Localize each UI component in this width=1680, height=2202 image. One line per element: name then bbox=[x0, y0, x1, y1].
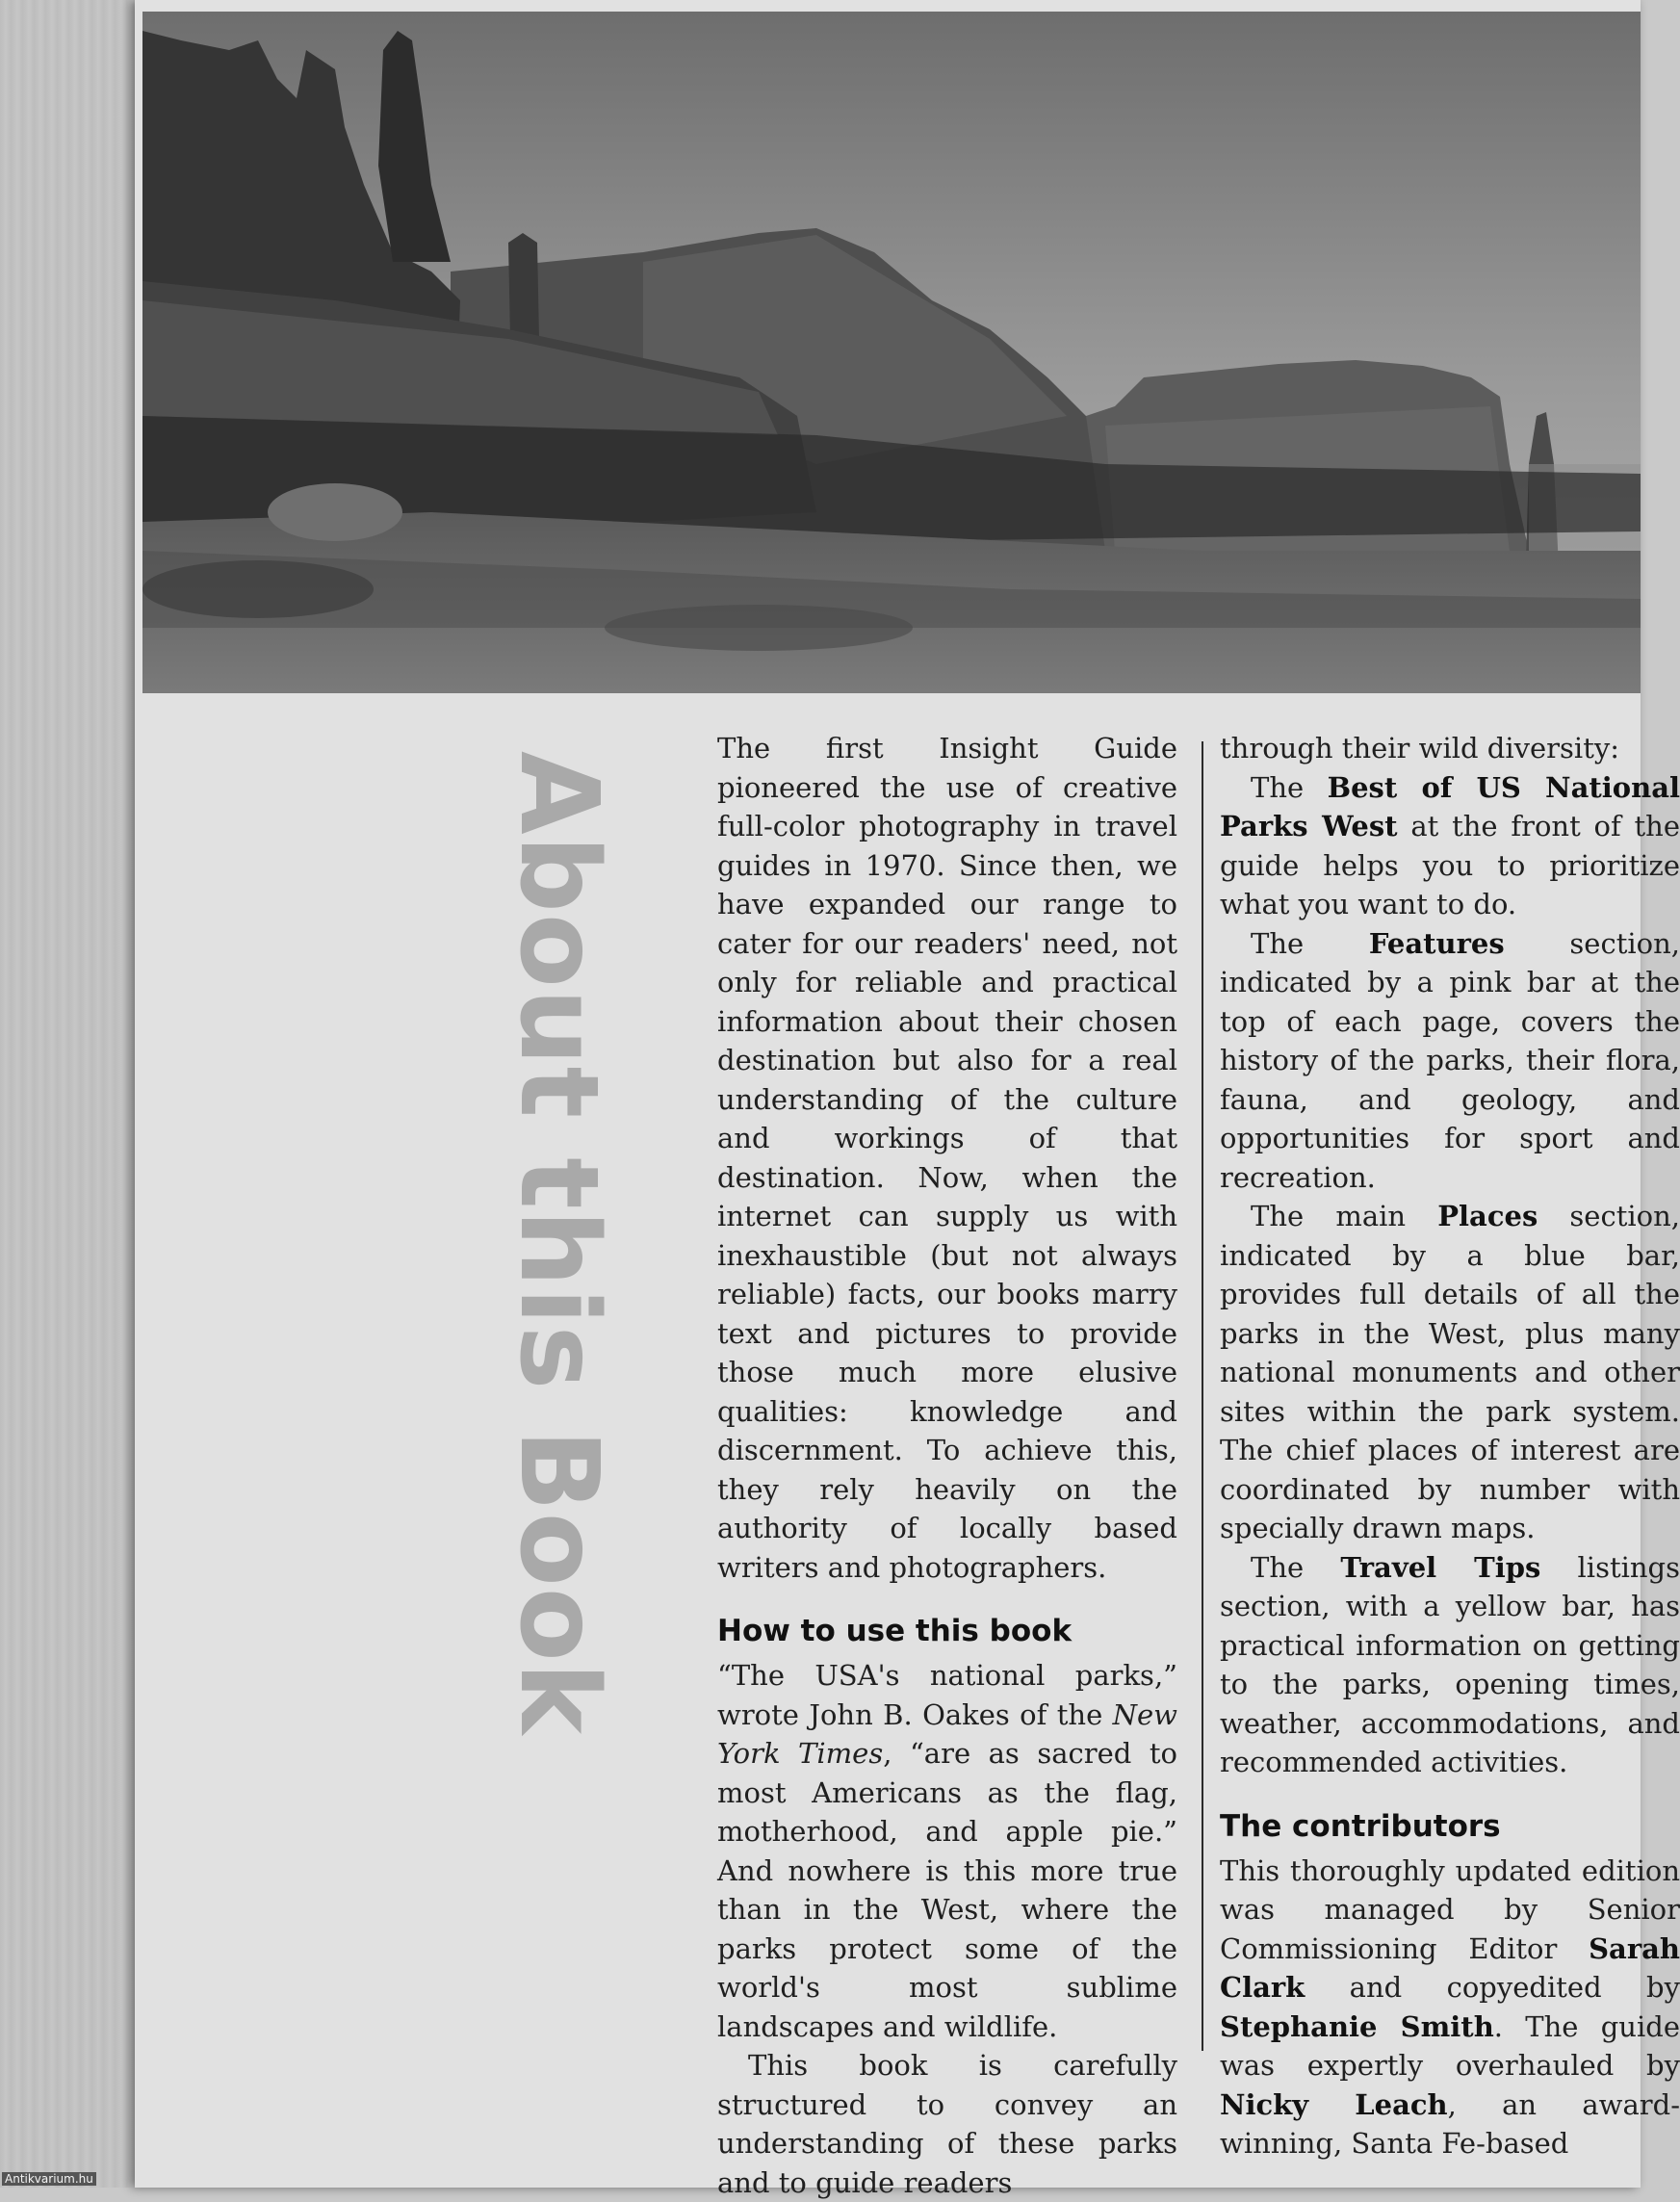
quote-paragraph: “The USA's national parks,” wrote John B. Oakes of the New York Times, “are as sacred to most Americans as the flag, motherhood, and apple pie.” And nowhere is this more true than in the West, where the parks protect some of the world's most sublime landscapes and wildlife. bbox=[717, 1659, 1177, 2043]
canyon-landscape-photo bbox=[142, 12, 1641, 693]
book-page bbox=[135, 0, 1680, 2199]
text-column-left bbox=[717, 729, 1177, 2202]
best-of-paragraph: The Best of US National Parks West at the front of the guide helps you to prioritize what you want to do. bbox=[1220, 770, 1680, 920]
continuation-paragraph: through their wild diversity: bbox=[1220, 732, 1620, 764]
column-divider bbox=[1202, 741, 1203, 2051]
places-paragraph: The main Places section, indicated by a blue bar, provides full details of all the parks in the West, plus many national monuments and other sites within the park system. The chief places of interest are coordinated by number with specially drawn maps. bbox=[1220, 1200, 1680, 1544]
watermark-label: Antikvarium.hu bbox=[2, 2172, 96, 2186]
text-column-right bbox=[1220, 729, 1680, 2163]
section-heading: The contributors bbox=[1220, 1808, 1501, 1844]
page-title: About this Book bbox=[496, 751, 621, 1736]
travel-tips-paragraph: The Travel Tips listings section, with a yellow bar, has practical information on getting to the parks, opening times, weather, accommodations, and recommended activities. bbox=[1220, 1550, 1680, 1778]
structure-paragraph: This book is carefully structured to convey an understanding of these parks and to guide readers bbox=[717, 2049, 1177, 2199]
features-paragraph: The Features section, indicated by a pink bar at the top of each page, covers the history of the parks, their flora, fauna, and geology, and opportunities for sport and recreation. bbox=[1220, 926, 1680, 1194]
intro-paragraph: The first Insight Guide pioneered the use of creative full-color photography in travel guides in 1970. Since then, we have expanded our range to cater for our readers' need, not only for reliable and practical information about their chosen destination but also for a real understanding of the culture and workings of that destination. Now, when the internet can supply us with inexhaustible (but not always reliable) facts, our books marry text and pictures to provide those much more elusive qualities: knowledge and discernment. To achieve this, they rely heavily on the authority of locally based writers and photographers. bbox=[717, 732, 1177, 1584]
scan-background bbox=[0, 0, 144, 2188]
contributors-paragraph: This thoroughly updated edition was managed by Senior Commissioning Editor Sarah Clark and copyedited by Stephanie Smith. The guide was expertly overhauled by Nicky Leach, an award-winning, Santa Fe-based bbox=[1220, 1853, 1680, 2160]
section-heading: How to use this book bbox=[717, 1614, 1073, 1648]
